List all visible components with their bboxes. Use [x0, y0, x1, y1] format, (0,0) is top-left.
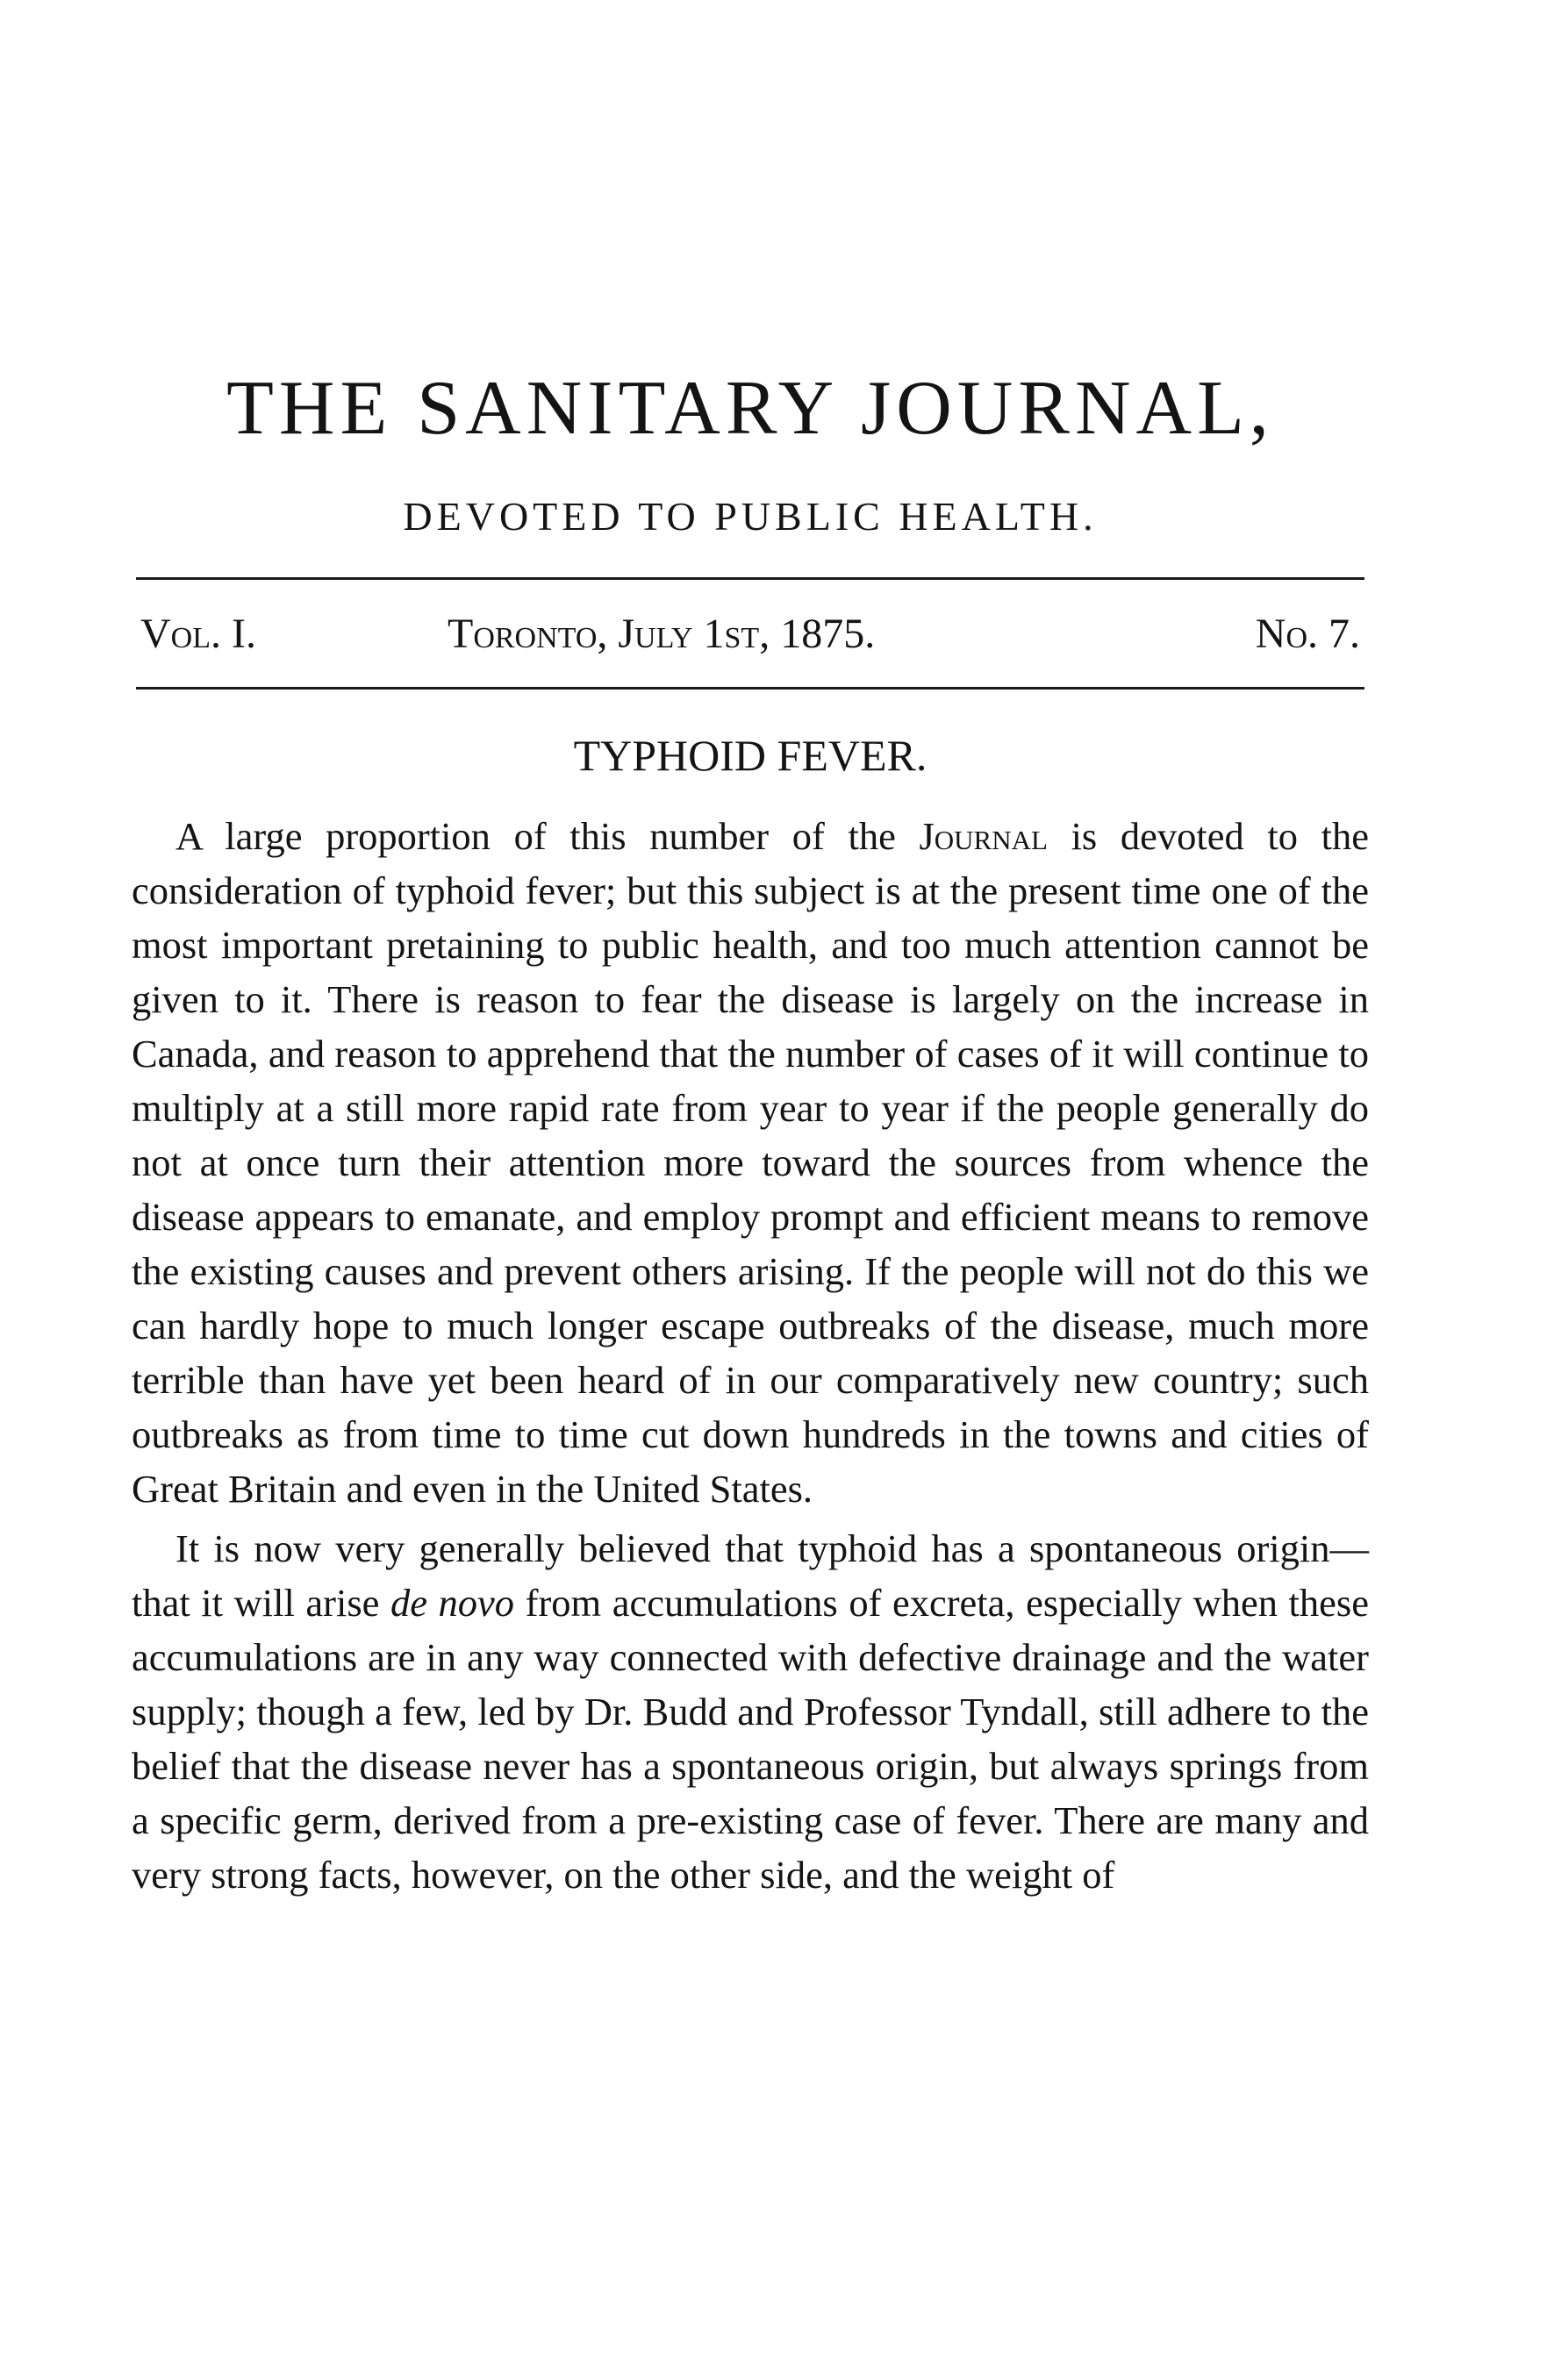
top-rule: [136, 577, 1364, 580]
paragraph-2-lead: It is now very generally believed that typhoid has a spontaneous origin—that it will arise: [132, 1526, 1369, 1625]
journal-reference: Journal: [919, 814, 1048, 858]
journal-title: THE SANITARY JOURNAL,: [226, 366, 1274, 451]
journal-subtitle: DEVOTED TO PUBLIC HEALTH.: [403, 494, 1098, 539]
dateline: Toronto, July 1st, 1875.: [448, 611, 876, 657]
issue-line: [132, 610, 1369, 662]
issue-number: No. 7.: [1255, 611, 1360, 657]
paragraph-2: [132, 1521, 1369, 1902]
article-body: [132, 809, 1369, 1902]
journal-page: [132, 0, 1369, 2380]
article-title: TYPHOID FEVER.: [573, 731, 927, 780]
volume-label: Vol. I.: [140, 611, 256, 657]
bottom-rule: [136, 687, 1364, 690]
latin-phrase: de novo: [390, 1581, 515, 1625]
paragraph-2-rest: from accumulations of excreta, especially when these accumulations are in any way connected with defective drainage and the water supply; though a few, led by Dr. Budd and Professor Tyndall, still adhere to the belief that the disease never has a spontaneous origin, but always springs from a specific germ, derived from a pre-existing case of fever. There are many and very strong facts, however, on the other side, and the weight of: [132, 1581, 1369, 1897]
paragraph-1-lead: A large proportion of this number of the: [175, 814, 920, 858]
paragraph-1-rest: is devoted to the consideration of typhoid fever; but this subject is at the present time one of the most important pretaining to public health, and too much attention cannot be given to it. There is reason to fear the disease is largely on the increase in Canada, and reason to apprehend that the number of cases of it will continue to multiply at a still more rapid rate from year to year if the people generally do not at once turn their attention more toward the sources from whence the disease appears to emanate, and employ prompt and efficient means to remove the existing causes and prevent others arising. If the people will not do this we can hardly hope to much longer escape outbreaks of the disease, much more terrible than have yet been heard of in our comparatively new country; such outbreaks as from time to time cut down hundreds in the towns and cities of Great Britain and even in the United States.: [132, 814, 1369, 1511]
paragraph-1: [132, 809, 1369, 1516]
